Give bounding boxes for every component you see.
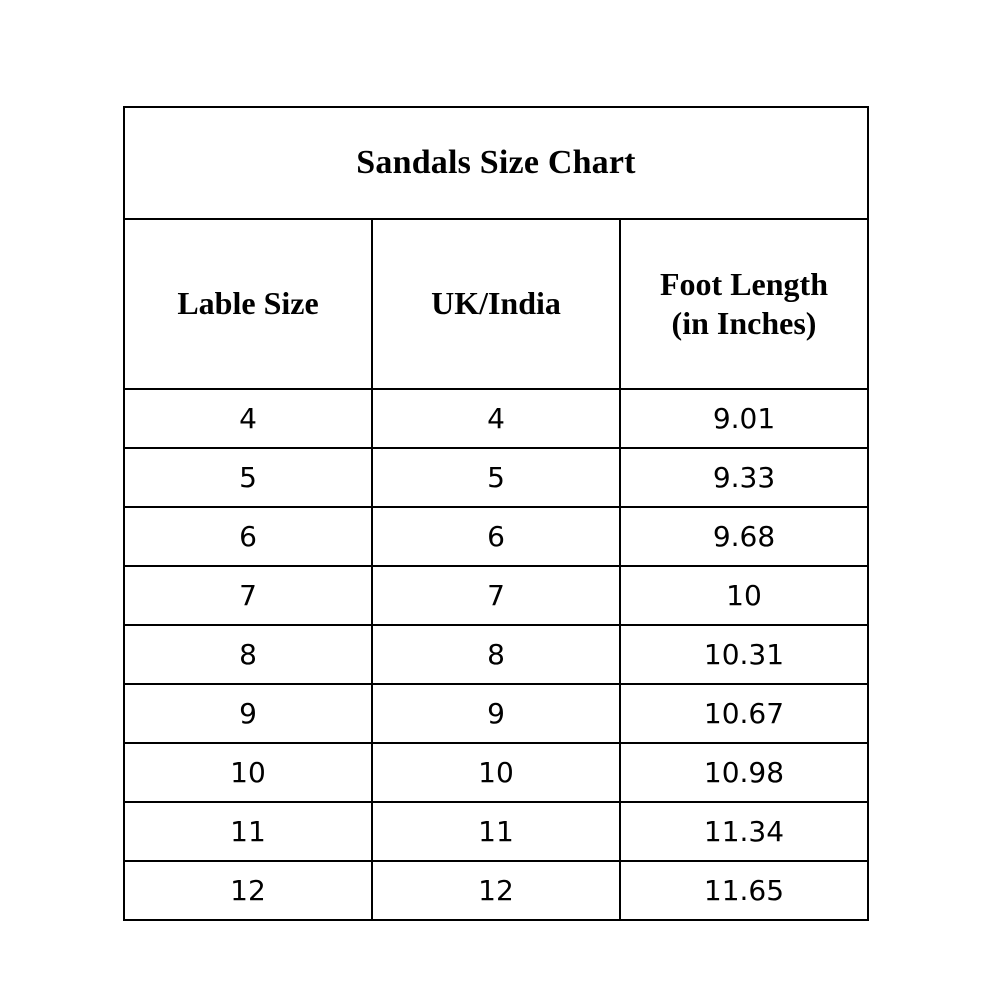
chart-title: Sandals Size Chart (124, 107, 868, 219)
cell-uk-india: 9 (372, 684, 620, 743)
column-header-uk-india (372, 219, 620, 389)
table-header-row (124, 219, 868, 389)
table-row (124, 625, 868, 684)
cell-lable-size: 6 (124, 507, 372, 566)
table-row (124, 448, 868, 507)
cell-lable-size: 8 (124, 625, 372, 684)
cell-uk-india: 8 (372, 625, 620, 684)
cell-foot-length: 9.68 (620, 507, 868, 566)
cell-foot-length: 10.98 (620, 743, 868, 802)
cell-uk-india: 5 (372, 448, 620, 507)
cell-foot-length: 9.33 (620, 448, 868, 507)
column-header-lable-size (124, 219, 372, 389)
size-chart-container (123, 106, 869, 907)
column-header-foot-length-line-1: Foot Length (660, 265, 828, 302)
cell-lable-size: 5 (124, 448, 372, 507)
table-row (124, 566, 868, 625)
cell-uk-india: 6 (372, 507, 620, 566)
cell-lable-size: 12 (124, 861, 372, 920)
table-row (124, 802, 868, 861)
cell-lable-size: 7 (124, 566, 372, 625)
table-title-row (124, 107, 868, 219)
cell-uk-india: 7 (372, 566, 620, 625)
column-header-lable-size-line-1: Lable Size (177, 285, 319, 322)
cell-lable-size: 11 (124, 802, 372, 861)
table-row (124, 684, 868, 743)
cell-foot-length: 11.34 (620, 802, 868, 861)
table-row (124, 743, 868, 802)
sandals-size-chart-table (123, 106, 869, 921)
cell-foot-length: 11.65 (620, 861, 868, 920)
cell-foot-length: 9.01 (620, 389, 868, 448)
table-row (124, 507, 868, 566)
cell-lable-size: 10 (124, 743, 372, 802)
column-header-foot-length-line-2: (in Inches) (671, 305, 817, 341)
cell-foot-length: 10.31 (620, 625, 868, 684)
cell-uk-india: 11 (372, 802, 620, 861)
cell-lable-size: 9 (124, 684, 372, 743)
cell-foot-length: 10.67 (620, 684, 868, 743)
cell-foot-length: 10 (620, 566, 868, 625)
column-header-foot-length (620, 219, 868, 389)
table-row (124, 389, 868, 448)
column-header-uk-india-line-1: UK/India (431, 285, 561, 322)
cell-lable-size: 4 (124, 389, 372, 448)
table-row (124, 861, 868, 920)
cell-uk-india: 12 (372, 861, 620, 920)
cell-uk-india: 4 (372, 389, 620, 448)
cell-uk-india: 10 (372, 743, 620, 802)
